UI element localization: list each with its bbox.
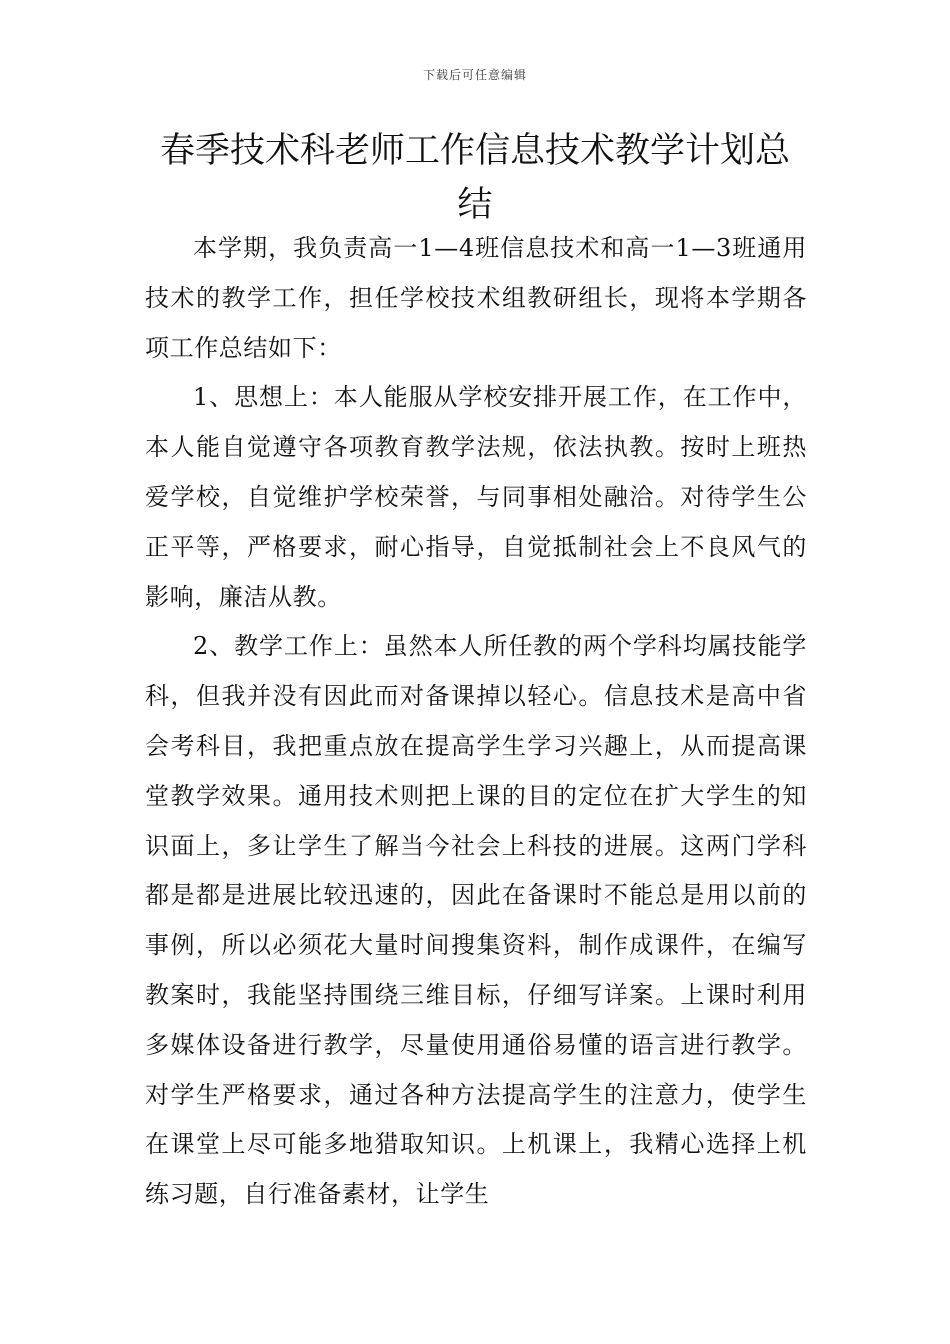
document-title: 春季技术科老师工作信息技术教学计划总结 <box>159 131 790 225</box>
paragraph-intro: 本学期，我负责高一1—4班信息技术和高一1—3班通用技术的教学工作，担任学校技术组教研组长，现将本学期各项工作总结如下： <box>145 234 807 362</box>
document-body <box>145 224 807 1220</box>
paragraph-ideology: 1、思想上：本人能服从学校安排开展工作，在工作中，本人能自觉遵守各项教育教学法规，依法执教。按时上班热爱学校，自觉维护学校荣誉，与同事相处融洽。对待学生公正平等，严格要求，耐心指导，自觉抵制社会上不良风气的影响，廉洁从教。 <box>145 383 807 611</box>
paragraph-teaching: 2、教学工作上：虽然本人所任教的两个学科均属技能学科，但我并没有因此而对备课掉以轻心。信息技术是高中省会考科目，我把重点放在提高学生学习兴趣上，从而提高课堂教学效果。通用技术则把上课的目的定位在扩大学生的知识面上，多让学生了解当今社会上科技的进展。这两门学科都是都是进展比较迅速的，因此在备课时不能总是用以前的事例，所以必须花大量时间搜集资料，制作成课件，在编写教案时，我能坚持围绕三维目标，仔细写详案。上课时利用多媒体设备进行教学，尽量使用通俗易懂的语言进行教学。对学生严格要求，通过各种方法提高学生的注意力，使学生在课堂上尽可能多地猎取知识。上机课上，我精心选择上机练习题，自行准备素材，让学生 <box>145 632 807 1209</box>
header-note: 下载后可任意编辑 <box>422 68 527 82</box>
